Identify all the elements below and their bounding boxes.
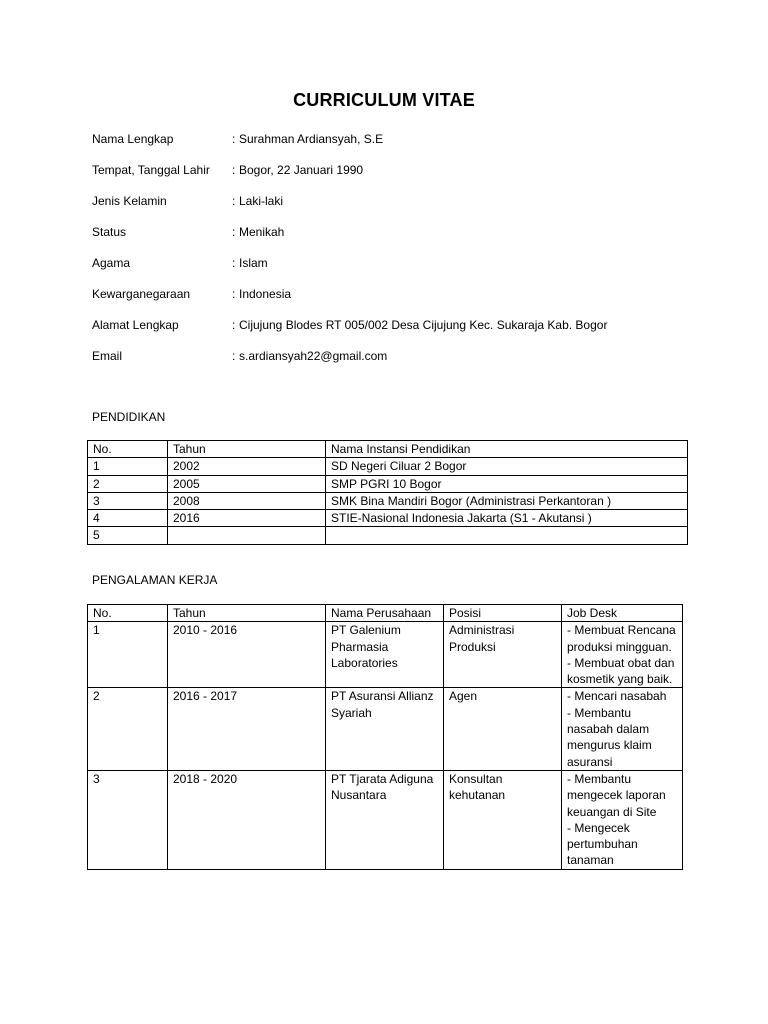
- personal-value: Islam: [239, 256, 268, 270]
- table-cell: PT Galenium Pharmasia Laboratories: [326, 622, 444, 688]
- personal-colon: :: [232, 132, 236, 146]
- personal-label: Agama: [92, 256, 131, 270]
- table-cell: 5: [88, 527, 168, 544]
- personal-label: Tempat, Tanggal Lahir: [92, 163, 210, 177]
- table-row: [88, 688, 683, 770]
- table-cell: STIE-Nasional Indonesia Jakarta (S1 - Akutansi ): [326, 510, 688, 527]
- table-cell: SD Negeri Ciluar 2 Bogor: [326, 458, 688, 475]
- personal-colon: :: [232, 225, 236, 239]
- table-cell: [326, 527, 688, 544]
- personal-colon: :: [232, 349, 236, 363]
- personal-colon: :: [232, 287, 236, 301]
- jobdesk-cell: [562, 770, 683, 869]
- table-cell: 2005: [168, 475, 326, 492]
- table-cell: 2: [88, 475, 168, 492]
- column-header: Tahun: [168, 441, 326, 458]
- personal-value: Indonesia: [239, 287, 292, 301]
- personal-row-nationality: [92, 286, 607, 317]
- table-row: [88, 770, 683, 869]
- work-heading: PENGALAMAN KERJA: [92, 573, 218, 587]
- work-header-row: [88, 605, 683, 622]
- personal-row-email: [92, 348, 607, 379]
- personal-value: Surahman Ardiansyah, S.E: [239, 132, 384, 146]
- jobdesk-item: - Mengecek pertumbuhan tanaman: [567, 820, 638, 868]
- table-cell: 2002: [168, 458, 326, 475]
- work-table: [87, 604, 683, 870]
- personal-colon: :: [232, 194, 236, 208]
- table-row: [88, 622, 683, 688]
- personal-label: Kewarganegaraan: [92, 287, 191, 301]
- jobdesk-item: - Mencari nasabah: [567, 689, 667, 704]
- column-header: No.: [88, 441, 168, 458]
- table-cell: 2018 - 2020: [168, 770, 326, 869]
- table-cell: 1: [88, 458, 168, 475]
- education-heading: PENDIDIKAN: [92, 410, 166, 424]
- personal-colon: :: [232, 163, 236, 177]
- personal-value: Bogor, 22 Januari 1990: [239, 163, 364, 177]
- jobdesk-item: - Membantu nasabah dalam mengurus klaim asuransi: [567, 705, 652, 769]
- jobdesk-item: - Membuat obat dan kosmetik yang baik.: [567, 655, 675, 687]
- table-row: [88, 475, 688, 492]
- personal-label: Nama Lengkap: [92, 132, 174, 146]
- personal-row-status: [92, 224, 607, 255]
- table-cell: Agen: [444, 688, 562, 770]
- personal-label: Email: [92, 349, 123, 363]
- table-cell: 2: [88, 688, 168, 770]
- table-row: [88, 527, 688, 544]
- table-cell: Administrasi Produksi: [444, 622, 562, 688]
- table-cell: PT Tjarata Adiguna Nusantara: [326, 770, 444, 869]
- column-header: Job Desk: [562, 605, 683, 622]
- table-cell: Konsultan kehutanan: [444, 770, 562, 869]
- table-cell: 3: [88, 770, 168, 869]
- jobdesk-item: - Membuat Rencana produksi mingguan.: [567, 623, 676, 654]
- column-header: Tahun: [168, 605, 326, 622]
- table-cell: SMP PGRI 10 Bogor: [326, 475, 688, 492]
- table-cell: 2008: [168, 492, 326, 509]
- education-header-row: [88, 441, 688, 458]
- personal-value: Laki-laki: [239, 194, 284, 208]
- jobdesk-cell: [562, 622, 683, 688]
- table-cell: 2016: [168, 510, 326, 527]
- personal-row-ttl: [92, 162, 607, 193]
- table-cell: [168, 527, 326, 544]
- jobdesk-item: - Membantu mengecek laporan keuangan di Site: [567, 771, 666, 819]
- personal-row-address: [92, 317, 607, 348]
- personal-label: Alamat Lengkap: [92, 318, 179, 332]
- personal-row-nama: [92, 131, 607, 162]
- email-value: s.ardiansyah22@gmail.com: [239, 349, 388, 363]
- personal-row-gender: [92, 193, 607, 224]
- personal-row-agama: [92, 255, 607, 286]
- jobdesk-cell: [562, 688, 683, 770]
- table-row: [88, 492, 688, 509]
- personal-info: [92, 131, 607, 379]
- column-header: Nama Perusahaan: [326, 605, 444, 622]
- table-row: [88, 510, 688, 527]
- column-header: Posisi: [444, 605, 562, 622]
- table-cell: SMK Bina Mandiri Bogor (Administrasi Perkantoran ): [326, 492, 688, 509]
- personal-value: Cijujung Blodes RT 005/002 Desa Cijujung Kec. Sukaraja Kab. Bogor: [239, 318, 608, 332]
- personal-colon: :: [232, 318, 236, 332]
- table-cell: 1: [88, 622, 168, 688]
- column-header: Nama Instansi Pendidikan: [326, 441, 688, 458]
- personal-value: Menikah: [239, 225, 285, 239]
- table-cell: PT Asuransi Allianz Syariah: [326, 688, 444, 770]
- education-table: [87, 440, 688, 545]
- table-cell: 2016 - 2017: [168, 688, 326, 770]
- table-cell: 2010 - 2016: [168, 622, 326, 688]
- column-header: No.: [88, 605, 168, 622]
- table-row: [88, 458, 688, 475]
- document-title: CURRICULUM VITAE: [293, 90, 475, 110]
- personal-label: Status: [92, 225, 127, 239]
- table-cell: 3: [88, 492, 168, 509]
- personal-colon: :: [232, 256, 236, 270]
- personal-label: Jenis Kelamin: [92, 194, 167, 208]
- table-cell: 4: [88, 510, 168, 527]
